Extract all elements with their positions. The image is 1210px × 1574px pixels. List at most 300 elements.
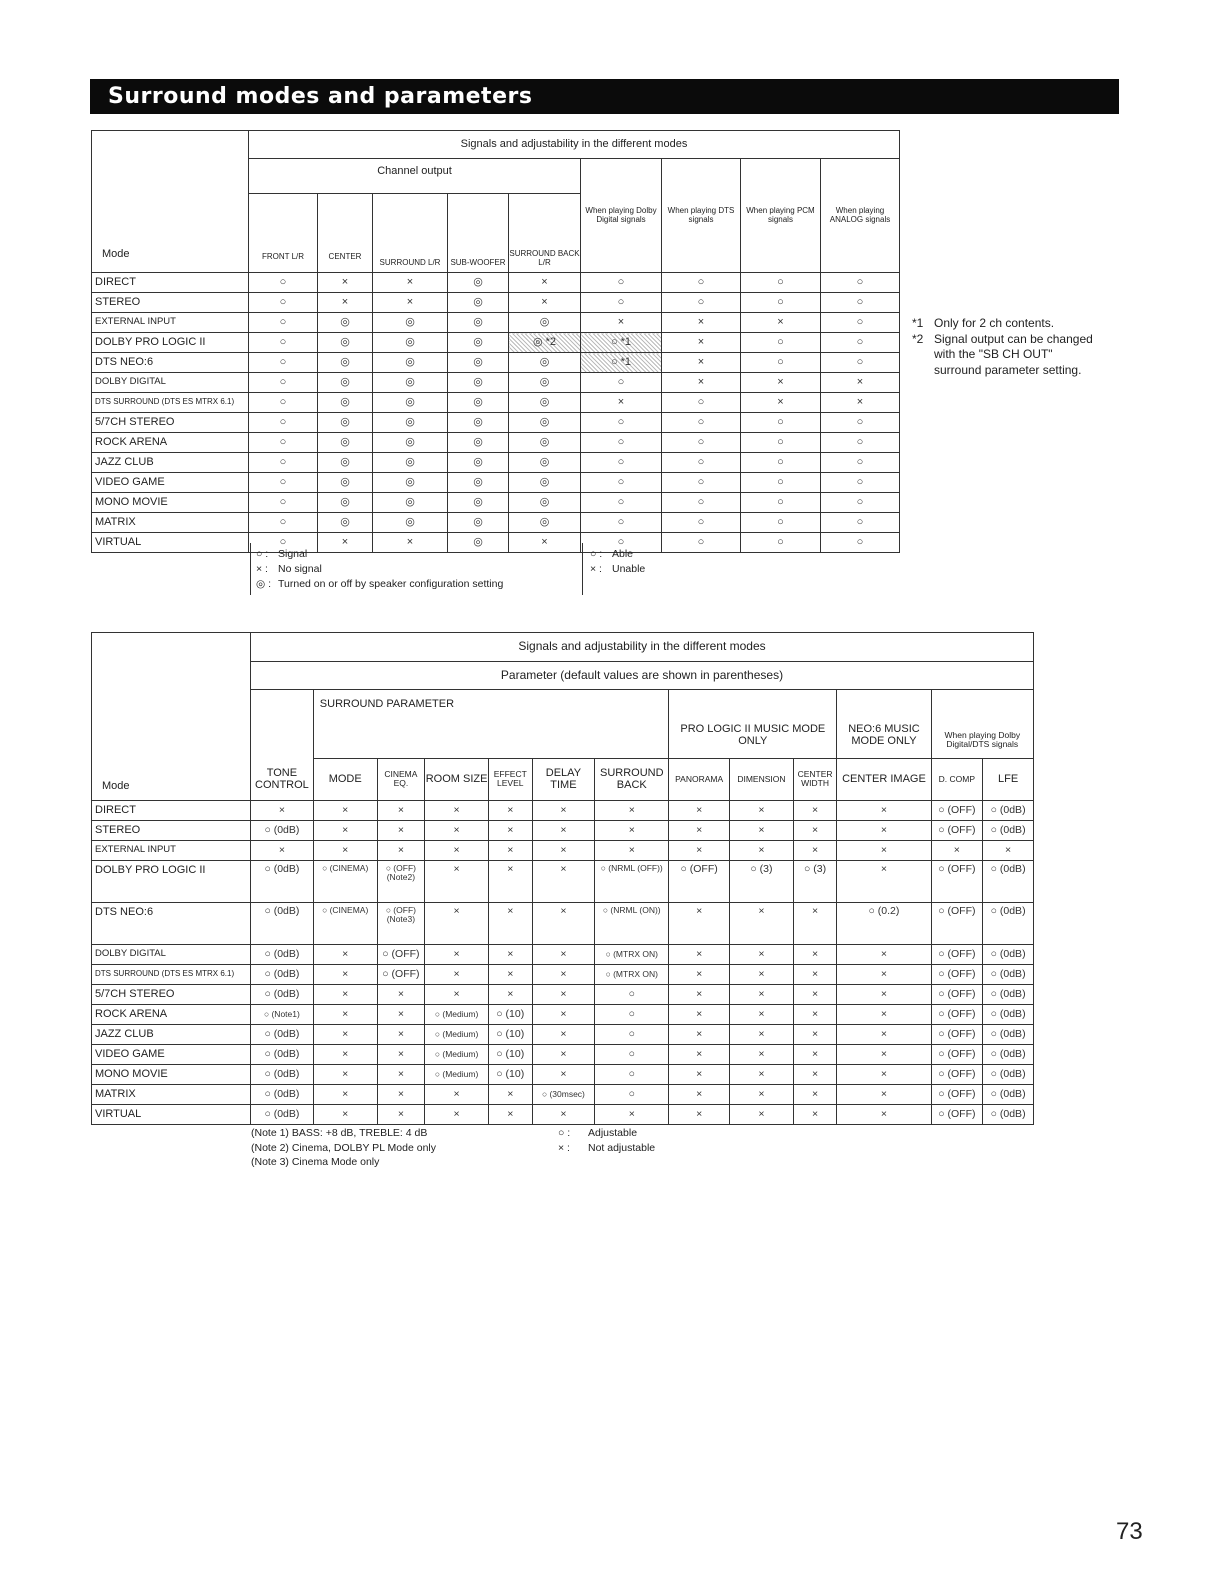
t1-cell: ◎: [509, 393, 581, 413]
t2-cell: ○: [595, 1005, 669, 1025]
legend1-left-rule: [250, 543, 251, 595]
t2-cell: ○ (0dB): [983, 1105, 1034, 1125]
t2-cell: ×: [730, 945, 794, 965]
t2-cell: ×: [377, 1065, 425, 1085]
t1-cell: ○: [741, 333, 821, 353]
t1-mode-cell: MATRIX: [92, 513, 249, 533]
t2-cell: ○ (0dB): [983, 965, 1034, 985]
t2-cell: ×: [488, 945, 532, 965]
t1-cell: ◎: [318, 413, 373, 433]
t2-cell: ×: [425, 821, 489, 841]
t1-cell: ○: [249, 473, 318, 493]
t2-cell: ×: [669, 801, 730, 821]
t2-cell: ×: [793, 1045, 837, 1065]
t2-cell: ○ (OFF): [931, 1025, 983, 1045]
t1-cell: ○: [249, 393, 318, 413]
t1-cell: ◎: [509, 513, 581, 533]
t2-cell: ×: [377, 1045, 425, 1065]
t1-cell: ○: [249, 373, 318, 393]
t2-row: [92, 801, 1034, 821]
t1-cell: ×: [662, 353, 741, 373]
t2-cell: ×: [425, 903, 489, 945]
t2-col-lfe: LFE: [983, 758, 1034, 801]
t2-cell: ○ (0dB): [251, 1025, 314, 1045]
t2-cell: ×: [669, 1025, 730, 1045]
t1-row: [92, 373, 900, 393]
t1-cell: ○: [662, 493, 741, 513]
t2-cell: ×: [532, 1005, 595, 1025]
t2-row: [92, 1005, 1034, 1025]
t1-cell: ◎: [373, 413, 448, 433]
t1-cell: ◎: [373, 453, 448, 473]
t1-cell: ○: [581, 373, 662, 393]
t2-cell: ○ (OFF): [931, 801, 983, 821]
t1-cell: ○: [581, 493, 662, 513]
t1-col-surround: SURROUND L/R: [373, 194, 448, 273]
t2-top-header: Signals and adjustability in the different modes: [251, 633, 1034, 662]
t2-cell: ×: [793, 801, 837, 821]
t2-cell: ○ (OFF): [931, 861, 983, 903]
t2-cell: ×: [837, 1045, 931, 1065]
t1-cell: ○: [821, 293, 900, 313]
t2-cell: ×: [313, 1025, 377, 1045]
t2-cell: ×: [793, 1025, 837, 1045]
t2-cell: ○ (OFF) (Note2): [377, 861, 425, 903]
t2-cell: ×: [251, 801, 314, 821]
t1-col-center: CENTER: [318, 194, 373, 273]
t2-cell: ×: [730, 1105, 794, 1125]
t2-mode-cell: DOLBY DIGITAL: [92, 945, 251, 965]
t1-cell: ◎: [318, 333, 373, 353]
t2-cell: ×: [730, 841, 794, 861]
t2-mode-cell: DTS SURROUND (DTS ES MTRX 6.1): [92, 965, 251, 985]
t1-cell: ◎: [509, 493, 581, 513]
t1-cell: ◎: [509, 453, 581, 473]
t2-cell: ○ (0dB): [983, 1085, 1034, 1105]
t2-cell: ×: [532, 903, 595, 945]
t2-cell: ○ (NRML (ON)): [595, 903, 669, 945]
t2-cell: ○ (OFF): [377, 945, 425, 965]
t1-cell: ◎: [509, 413, 581, 433]
t2-cell: ○ (Medium): [425, 1045, 489, 1065]
t2-cell: ×: [425, 965, 489, 985]
t2-col-tone: TONE CONTROL: [251, 758, 314, 801]
t2-cell: ○ (0dB): [983, 1065, 1034, 1085]
t1-cell: ○: [249, 313, 318, 333]
t1-cell: ○: [741, 493, 821, 513]
t2-cell: ×: [313, 1085, 377, 1105]
t2-cell: ○ (10): [488, 1065, 532, 1085]
t1-cell: ○: [821, 513, 900, 533]
t1-cell: ○: [581, 453, 662, 473]
t2-cell: ○ (0.2): [837, 903, 931, 945]
t1-row: [92, 453, 900, 473]
t2-cell: ×: [793, 903, 837, 945]
t1-mode-cell: VIRTUAL: [92, 533, 249, 553]
t2-mode-cell: VIDEO GAME: [92, 1045, 251, 1065]
t2-cell: ×: [425, 861, 489, 903]
t1-row: [92, 393, 900, 413]
footnote-3: (Note 3) Cinema Mode only: [251, 1156, 380, 1168]
t1-cell: ×: [318, 293, 373, 313]
t1-cell: ◎: [509, 373, 581, 393]
t1-cell: ○: [821, 433, 900, 453]
t1-row: [92, 353, 900, 373]
t2-row: [92, 1025, 1034, 1045]
t2-cell: ○ (OFF): [931, 903, 983, 945]
t2-cell: ×: [313, 1105, 377, 1125]
t1-cell: ○: [662, 453, 741, 473]
section-banner: [90, 79, 1119, 114]
t1-col-dts: When playing DTS signals: [662, 159, 741, 273]
t2-cell: ○ (0dB): [251, 1105, 314, 1125]
t2-cell: ×: [837, 985, 931, 1005]
t2-param-header: Parameter (default values are shown in parentheses): [251, 662, 1034, 690]
t1-cell: ○: [249, 453, 318, 473]
t2-cell: ○ (0dB): [983, 861, 1034, 903]
t2-cell: ○ (OFF): [931, 821, 983, 841]
t1-cell: ○: [821, 313, 900, 333]
t2-cell: ○ (OFF): [931, 985, 983, 1005]
t2-cell: ○ (0dB): [983, 821, 1034, 841]
t2-mode-cell: MATRIX: [92, 1085, 251, 1105]
t1-col-subwoofer: SUB-WOOFER: [448, 194, 509, 273]
t2-cell: ○ (0dB): [983, 801, 1034, 821]
t2-cell: ×: [837, 1065, 931, 1085]
t1-row: [92, 333, 900, 353]
t2-cell: ×: [837, 1085, 931, 1105]
t1-cell: ○: [821, 413, 900, 433]
t1-cell: ○: [581, 473, 662, 493]
legend-signal-symbol: ○ :: [256, 548, 269, 560]
t1-cell: ×: [662, 333, 741, 353]
t2-col-d-comp: D. COMP: [931, 758, 983, 801]
t1-mode-cell: MONO MOVIE: [92, 493, 249, 513]
t1-cell: ○: [821, 273, 900, 293]
t2-col-delay-time: DELAY TIME: [532, 758, 595, 801]
t2-cell: ○ (0dB): [251, 1085, 314, 1105]
legend-nosignal: No signal: [278, 563, 322, 575]
t2-cell: ×: [793, 1085, 837, 1105]
t2-cell: ○ (OFF): [931, 945, 983, 965]
t2-cell: ○ (0dB): [251, 945, 314, 965]
t2-col-center-image: CENTER IMAGE: [837, 758, 931, 801]
t1-cell: ×: [509, 293, 581, 313]
t2-mode-label: Mode: [92, 633, 251, 801]
t1-cell: ○: [662, 273, 741, 293]
t1-cell: ×: [821, 373, 900, 393]
t2-cell: ×: [983, 841, 1034, 861]
legend-unable: Unable: [612, 563, 646, 575]
t1-cell: ○: [741, 293, 821, 313]
t2-cell: ×: [488, 1105, 532, 1125]
t2-cell: ○ (MTRX ON): [595, 965, 669, 985]
t2-cell: ○ (OFF): [377, 965, 425, 985]
t2-cell: ×: [377, 841, 425, 861]
t1-cell: ×: [509, 273, 581, 293]
t1-row: [92, 513, 900, 533]
t1-cell: ○: [741, 353, 821, 373]
t2-cell: ×: [669, 1065, 730, 1085]
t2-cell: ×: [313, 1045, 377, 1065]
note1-text: Only for 2 ch contents.: [934, 316, 1055, 330]
t2-cell: ×: [425, 985, 489, 1005]
t1-cell: ○: [741, 513, 821, 533]
legend1-right: [590, 547, 645, 577]
t2-cell: ×: [313, 821, 377, 841]
legend1-right-rule: [582, 543, 583, 595]
page-number: 73: [1116, 1518, 1143, 1545]
t2-cell: ×: [377, 1005, 425, 1025]
t2-cell: ×: [793, 841, 837, 861]
t1-cell: ○: [741, 473, 821, 493]
t1-cell: ◎: [373, 513, 448, 533]
t2-cell: ×: [532, 1065, 595, 1085]
t2-cell: ×: [425, 841, 489, 861]
t2-cell: ○ (Medium): [425, 1005, 489, 1025]
t2-cell: ○: [595, 1085, 669, 1105]
t2-cell: ×: [532, 1105, 595, 1125]
t1-row: [92, 433, 900, 453]
t1-cell: ◎: [448, 453, 509, 473]
t1-cell: ○: [249, 353, 318, 373]
t2-col-dimension: DIMENSION: [730, 758, 794, 801]
t1-cell: ×: [741, 373, 821, 393]
t2-cell: ○ (0dB): [983, 903, 1034, 945]
t1-mode-cell: ROCK ARENA: [92, 433, 249, 453]
t1-cell: ◎: [448, 513, 509, 533]
t1-cell: ◎: [448, 413, 509, 433]
t2-cell: ×: [730, 1005, 794, 1025]
t2-cell: ○ (OFF): [931, 1045, 983, 1065]
t2-cell: ○ (10): [488, 1005, 532, 1025]
t1-mode-cell: EXTERNAL INPUT: [92, 313, 249, 333]
legend-not-adjustable-symbol: × :: [558, 1141, 570, 1154]
t2-col-cinema-eq: CINEMA EQ.: [377, 758, 425, 801]
t1-cell: ◎: [373, 373, 448, 393]
t2-cell: ×: [730, 1085, 794, 1105]
t1-cell: ○: [249, 333, 318, 353]
t2-cell: ○ (OFF): [669, 861, 730, 903]
t2-cell: ○ (CINEMA): [313, 903, 377, 945]
t1-cell: ○: [662, 393, 741, 413]
t1-cell: ○: [581, 293, 662, 313]
t1-cell: ◎: [448, 533, 509, 553]
t1-cell: ◎: [373, 473, 448, 493]
table2-footnotes: [251, 1126, 436, 1170]
t2-mode-cell: JAZZ CLUB: [92, 1025, 251, 1045]
t2-cell: ×: [532, 841, 595, 861]
t2-cell: ○: [595, 1025, 669, 1045]
t2-cell: ×: [669, 965, 730, 985]
t2-col-panorama: PANORAMA: [669, 758, 730, 801]
t2-col-center-width: CENTER WIDTH: [793, 758, 837, 801]
t1-cell: ◎: [448, 433, 509, 453]
t1-cell: ○: [249, 513, 318, 533]
t2-cell: ×: [837, 841, 931, 861]
t1-cell: ○ *1: [581, 333, 662, 353]
t1-cell: ○ *1: [581, 353, 662, 373]
t2-mode-cell: DOLBY PRO LOGIC II: [92, 861, 251, 903]
t1-cell: ◎: [448, 293, 509, 313]
t2-cell: ×: [313, 965, 377, 985]
t2-cell: ○ (30msec): [532, 1085, 595, 1105]
t1-row: [92, 273, 900, 293]
t2-row: [92, 1085, 1034, 1105]
t2-cell: ○ (NRML (OFF)): [595, 861, 669, 903]
t2-cell: ×: [313, 945, 377, 965]
t1-cell: ○: [581, 533, 662, 553]
t1-cell: ○: [249, 293, 318, 313]
t2-cell: ○ (OFF): [931, 1085, 983, 1105]
t2-cell: ×: [377, 821, 425, 841]
t1-mode-cell: DTS NEO:6: [92, 353, 249, 373]
t2-cell: ×: [837, 1005, 931, 1025]
t2-row: [92, 965, 1034, 985]
t1-cell: ×: [509, 533, 581, 553]
t2-cell: ×: [488, 821, 532, 841]
t2-cell: ×: [669, 841, 730, 861]
t2-mode-cell: EXTERNAL INPUT: [92, 841, 251, 861]
t2-cell: ×: [669, 1085, 730, 1105]
t2-when-playing: When playing Dolby Digital/DTS signals: [931, 690, 1033, 759]
legend-signal: Signal: [278, 548, 308, 560]
t2-cell: ×: [837, 821, 931, 841]
t1-col-pcm: When playing PCM signals: [741, 159, 821, 273]
t2-cell: ○ (0dB): [251, 985, 314, 1005]
t1-cell: ×: [741, 313, 821, 333]
t1-cell: ×: [581, 313, 662, 333]
t2-mode-cell: STEREO: [92, 821, 251, 841]
t1-cell: ◎ *2: [509, 333, 581, 353]
footnote-1: (Note 1) BASS: +8 dB, TREBLE: 4 dB: [251, 1127, 428, 1139]
t1-cell: ○: [662, 433, 741, 453]
t2-cell: ×: [488, 985, 532, 1005]
t2-cell: ×: [377, 1025, 425, 1045]
t2-cell: ×: [595, 1105, 669, 1125]
t2-cell: ×: [837, 1025, 931, 1045]
t1-cell: ◎: [509, 433, 581, 453]
t1-cell: ◎: [509, 313, 581, 333]
t1-cell: ×: [373, 533, 448, 553]
legend-adjustable: Adjustable: [588, 1127, 638, 1139]
t2-cell: ×: [488, 1085, 532, 1105]
t1-cell: ◎: [318, 313, 373, 333]
t1-cell: ○: [581, 273, 662, 293]
t1-cell: ○: [581, 513, 662, 533]
t2-col-surround-back: SURROUND BACK: [595, 758, 669, 801]
t2-cell: ×: [595, 801, 669, 821]
t1-cell: ×: [581, 393, 662, 413]
t2-cell: ×: [730, 1025, 794, 1045]
t1-cell: ◎: [318, 473, 373, 493]
t2-cell: ○ (10): [488, 1045, 532, 1065]
t2-cell: ○ (0dB): [251, 1065, 314, 1085]
t2-cell: ×: [669, 985, 730, 1005]
t2-cell: ○ (OFF): [931, 1005, 983, 1025]
legend-speaker: Turned on or off by speaker configuration setting: [278, 578, 504, 590]
t1-col-front: FRONT L/R: [249, 194, 318, 273]
t2-cell: ○: [595, 985, 669, 1005]
t2-cell: ×: [488, 903, 532, 945]
t1-cell: ◎: [448, 473, 509, 493]
t2-cell: ×: [793, 821, 837, 841]
t1-cell: ×: [662, 313, 741, 333]
t2-cell: ○ (MTRX ON): [595, 945, 669, 965]
t2-cell: ○ (0dB): [251, 861, 314, 903]
t2-mode-cell: DTS NEO:6: [92, 903, 251, 945]
parameter-table: [91, 632, 1034, 1125]
table1-notes: [912, 316, 1102, 378]
t1-col-dolby-digital: When playing Dolby Digital signals: [581, 159, 662, 273]
t1-cell: ○: [662, 533, 741, 553]
t2-cell: ×: [595, 841, 669, 861]
t1-cell: ◎: [318, 393, 373, 413]
t2-cell: ○ (OFF): [931, 1065, 983, 1085]
t1-cell: ◎: [509, 353, 581, 373]
t2-cell: ○ (0dB): [983, 1005, 1034, 1025]
t1-top-header: Signals and adjustability in the different modes: [249, 131, 900, 159]
t2-cell: ×: [377, 1085, 425, 1105]
t2-cell: ○ (0dB): [251, 965, 314, 985]
t1-cell: ◎: [448, 373, 509, 393]
t2-cell: ○ (Note1): [251, 1005, 314, 1025]
t2-cell: ×: [793, 965, 837, 985]
t2-row: [92, 1105, 1034, 1125]
t1-cell: ○: [741, 273, 821, 293]
t1-cell: ◎: [448, 313, 509, 333]
t2-cell: ×: [532, 1045, 595, 1065]
t2-cell: ○ (0dB): [251, 1045, 314, 1065]
t2-empty-cell: [251, 690, 314, 759]
t2-col-mode: MODE: [313, 758, 377, 801]
t2-cell: ×: [793, 985, 837, 1005]
footnote-2: (Note 2) Cinema, DOLBY PL Mode only: [251, 1141, 437, 1154]
note2-mark: *2: [912, 331, 924, 346]
t1-cell: ○: [821, 533, 900, 553]
t1-cell: ○: [741, 533, 821, 553]
t1-mode-cell: DOLBY DIGITAL: [92, 373, 249, 393]
t2-cell: ○ (3): [730, 861, 794, 903]
t1-cell: ○: [249, 413, 318, 433]
t2-row: [92, 903, 1034, 945]
t2-cell: ×: [837, 1105, 931, 1125]
t2-cell: ○ (10): [488, 1025, 532, 1045]
t1-cell: ◎: [318, 453, 373, 473]
t2-cell: ×: [251, 841, 314, 861]
t1-cell: ○: [662, 413, 741, 433]
t1-mode-cell: VIDEO GAME: [92, 473, 249, 493]
t1-cell: ◎: [448, 493, 509, 513]
legend-able-symbol: ○ :: [590, 548, 603, 560]
t2-cell: ×: [669, 945, 730, 965]
t1-cell: ○: [741, 433, 821, 453]
t2-cell: ×: [793, 1065, 837, 1085]
t1-cell: ×: [821, 393, 900, 413]
t1-mode-cell: JAZZ CLUB: [92, 453, 249, 473]
t2-row: [92, 841, 1034, 861]
t1-channel-output-header: Channel output: [249, 159, 581, 194]
t1-mode-label: Mode: [92, 131, 249, 273]
t1-cell: ×: [741, 393, 821, 413]
t1-cell: ◎: [318, 373, 373, 393]
t2-mode-cell: MONO MOVIE: [92, 1065, 251, 1085]
t2-cell: ×: [488, 841, 532, 861]
t1-cell: ○: [249, 493, 318, 513]
t2-neo6-music: NEO:6 MUSIC MODE ONLY: [837, 690, 931, 759]
t2-cell: ○ (0dB): [983, 985, 1034, 1005]
channel-output-table: [91, 130, 900, 553]
